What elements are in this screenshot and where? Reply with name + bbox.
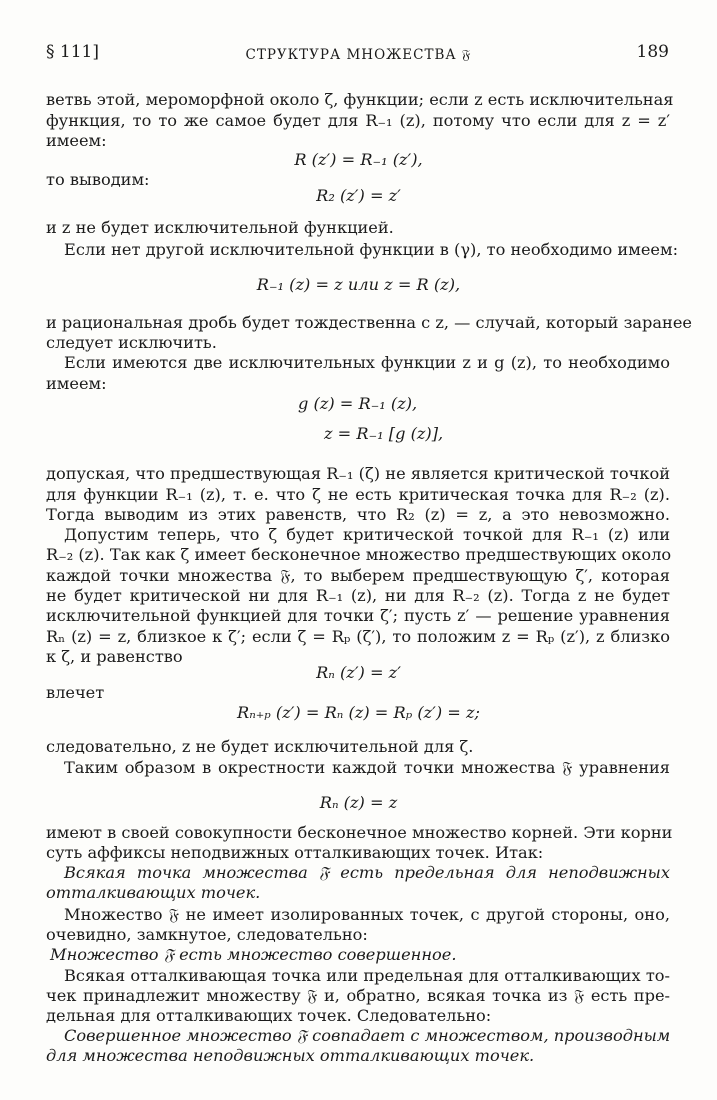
text-line: Если нет другой исключительной функции в (γ), то необходимо имеем:: [64, 240, 679, 259]
text-line: имеют в своей совокупности бесконечное множество корней. Эти корни: [46, 823, 673, 842]
text-line: для функции R₋₁ (z), т. е. что ζ не есть критическая точка для R₋₂ (z).: [46, 485, 670, 504]
text-line: суть аффиксы неподвижных отталкивающих точек. Итак:: [46, 843, 544, 862]
text-line: и z не будет исключительной функцией.: [46, 218, 394, 237]
formula: Rₙ₊ₚ (z′) = Rₙ (z) = Rₚ (z′) = z;: [237, 703, 480, 722]
text-line: исключительной функцией для точки ζ′; пусть z′ — решение уравнения: [46, 606, 670, 625]
text-line: следует исключить.: [46, 333, 217, 352]
text-line: каждой точки множества 𝔉, то выберем предшествующую ζ′, которая: [46, 566, 670, 585]
text-line: то выводим:: [46, 170, 150, 189]
text-line: Допустим теперь, что ζ будет критической точкой для R₋₁ (z) или: [64, 525, 670, 544]
formula: R₂ (z′) = z′: [316, 186, 401, 205]
text-line: Тогда выводим из этих равенств, что R₂ (z) = z, а это невозможно.: [46, 505, 670, 524]
formula: R (z′) = R₋₁ (z′),: [294, 150, 423, 169]
text-line: функция, то то же самое будет для R₋₁ (z), потому что если для z = z′: [46, 111, 670, 130]
text-line: ветвь этой, мероморфной около ζ, функции; если z есть исключительная: [46, 90, 674, 109]
text-line: допуская, что предшествующая R₋₁ (ζ) не является критической точкой: [46, 464, 670, 483]
text-line: дельная для отталкивающих точек. Следовательно:: [46, 1006, 492, 1025]
text-line: имеем:: [46, 374, 107, 393]
theorem-text: Совершенное множество 𝔉 совпадает с множеством, производным: [64, 1026, 671, 1045]
formula: g (z) = R₋₁ (z),: [298, 394, 418, 413]
theorem-text: отталкивающих точек.: [46, 883, 261, 902]
theorem-text: Множество 𝔉 есть множество совершенное.: [50, 945, 457, 964]
formula: Rₙ (z′) = z′: [316, 663, 401, 682]
text-line: имеем:: [46, 131, 107, 150]
text-line: Всякая отталкивающая точка или предельная для отталкивающих то-: [64, 966, 670, 985]
text-line: Множество 𝔉 не имеет изолированных точек, с другой стороны, оно,: [64, 905, 670, 924]
text-line: влечет: [46, 683, 105, 702]
formula: R₋₁ (z) = z или z = R (z),: [256, 275, 461, 294]
formula: z = R₋₁ [g (z)],: [324, 424, 444, 443]
text-line: Rₙ (z) = z, близкое к ζ′; если ζ = Rₚ (ζ′), то положим z = Rₚ (z′), z близко: [46, 627, 670, 646]
text-line: и рациональная дробь будет тождественна с z, — случай, который заранее: [46, 313, 693, 332]
page-number: 189: [636, 42, 669, 62]
text-line: не будет критической ни для R₋₁ (z), ни для R₋₂ (z). Тогда z не будет: [46, 586, 670, 605]
text-line: чек принадлежит множеству 𝔉 и, обратно, всякая точка из 𝔉 есть пре-: [46, 986, 670, 1005]
text-line: очевидно, замкнутое, следовательно:: [46, 925, 368, 944]
running-title: СТРУКТУРА МНОЖЕСТВА 𝔉: [245, 47, 472, 63]
theorem-text: для множества неподвижных отталкивающих точек.: [46, 1046, 535, 1065]
text-line: к ζ, и равенство: [46, 647, 183, 666]
formula: Rₙ (z) = z: [319, 793, 398, 812]
section-number: § 111]: [46, 42, 99, 62]
text-line: следовательно, z не будет исключительной для ζ.: [46, 737, 474, 756]
text-line: Таким образом в окрестности каждой точки множества 𝔉 уравнения: [64, 758, 670, 777]
theorem-text: Всякая точка множества 𝔉 есть предельная для неподвижных: [64, 863, 670, 882]
text-line: R₋₂ (z). Так как ζ имеет бесконечное множество предшествующих около: [46, 545, 672, 564]
text-line: Если имеются две исключительных функции z и g (z), то необходимо: [64, 353, 670, 372]
